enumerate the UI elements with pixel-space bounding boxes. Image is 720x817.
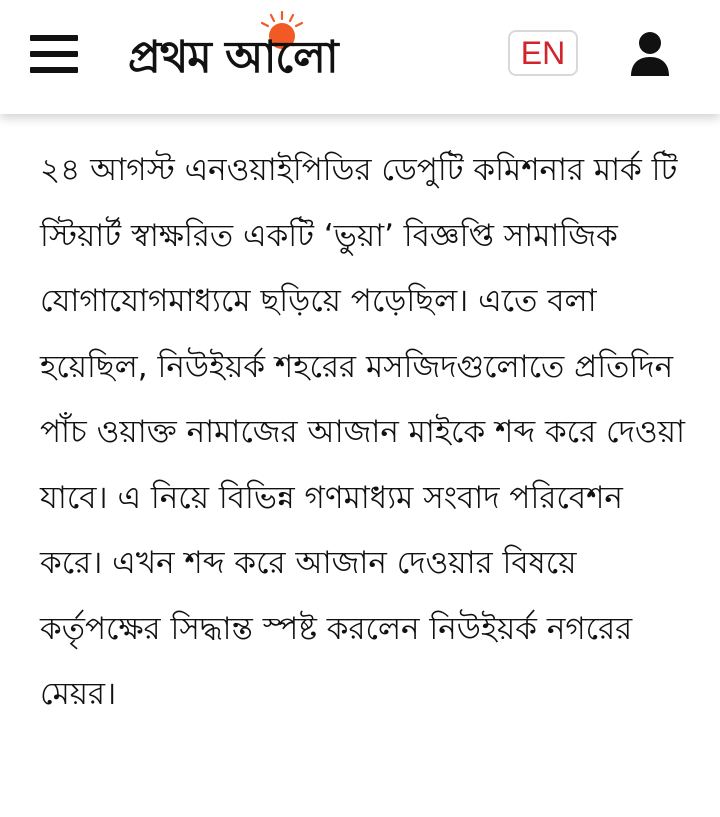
top-header: [0, 0, 720, 114]
english-language-button[interactable]: EN: [508, 30, 578, 76]
menu-icon-bar-middle: [30, 51, 78, 57]
user-account-button[interactable]: [628, 30, 672, 78]
article-paragraph: ২৪ আগস্ট এনওয়াইপিডির ডেপুটি কমিশনার মার্ক টি স্টিয়ার্ট স্বাক্ষরিত একটি ‘ভুয়া’ বিজ্ঞপ্তি সামাজিক যোগাযোগমাধ্যমে ছড়িয়ে পড়েছিল। এতে বলা হয়েছিল, নিউইয়র্ক শহরের মসজিদগুলোতে প্রতিদিন পাঁচ ওয়াক্ত নামাজের আজান মাইকে শব্দ করে দেওয়া যাবে। এ নিয়ে বিভিন্ন গণমাধ্যম সংবাদ পরিবেশন করে। এখন শব্দ করে আজান দেওয়ার বিষয়ে কর্তৃপক্ষের সিদ্ধান্ত স্পষ্ট করলেন নিউইয়র্ক নগরের মেয়র।: [40, 152, 685, 712]
article-body: [40, 138, 690, 728]
hamburger-menu-button[interactable]: [30, 33, 80, 75]
user-icon: [628, 30, 672, 78]
menu-icon-bar-bottom: [30, 67, 78, 73]
site-logo[interactable]: [128, 10, 440, 83]
menu-icon-bar-top: [30, 35, 78, 41]
logo-wordmark: প্রথম আলো: [128, 32, 338, 83]
